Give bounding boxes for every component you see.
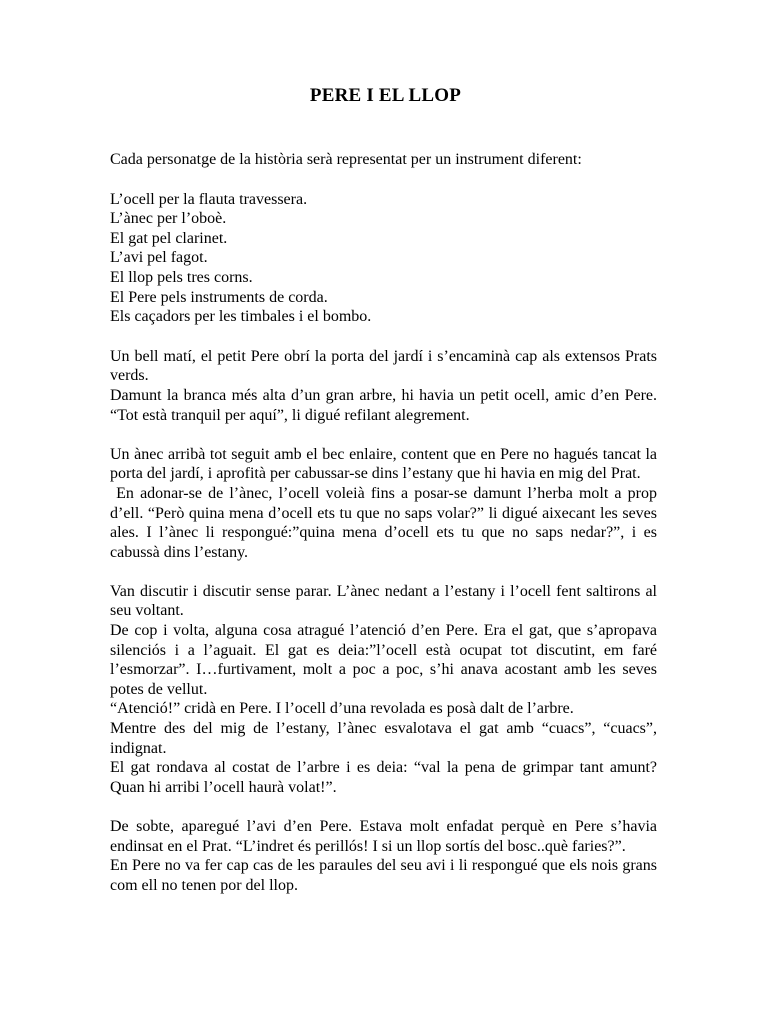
intro-text: Cada personatge de la història serà representat per un instrument diferent: (110, 151, 582, 168)
list-item: L’ànec per l’oboè. (110, 210, 227, 228)
paragraph: En Pere no va fer cap cas de les paraules del seu avi i li respongué que els nois grans com ell no tenen por del llop. (110, 857, 657, 894)
list-item: Els caçadors per les timbales i el bombo. (110, 308, 372, 326)
paragraph-gap (110, 425, 657, 445)
list-item: El llop pels tres corns. (110, 268, 253, 286)
paragraph: Mentre des del mig de l’estany, l’ànec esvalotava el gat amb “cuacs”, “cuacs”, indignat. (110, 720, 657, 757)
list-item: L’ocell per la flauta travessera. (110, 190, 308, 208)
paragraph: Un bell matí, el petit Pere obrí la porta del jardí i s’encaminà cap als extensos Prats verds. (110, 347, 657, 385)
paragraph: De sobte, aparegué l’avi d’en Pere. Estava molt enfadat perquè en Pere s’havia endinsat en el Prat. “L’indret és perillós! I si un llop sortís del bosc..què faries?”. (110, 818, 657, 855)
list-item: El Pere pels instruments de corda. (110, 288, 328, 306)
paragraph: Un ànec arribà tot seguit amb el bec enlaire, content que en Pere no hagués tancat la porta del jardí, i aprofità per cabussar-se dins l’estany que hi havia en mig del Prat. (110, 445, 657, 483)
paragraph-gap (110, 562, 657, 582)
paragraph: “Atenció!” cridà en Pere. I l’ocell d’una revolada es posà dalt de l’arbre. (110, 700, 574, 718)
document-title: PERE I EL LLOP (309, 85, 462, 106)
paragraph: El gat rondava al costat de l’arbre i es deia: “val la pena de grimpar tant amunt? Quan hi arribi l’ocell haurà volat!”. (110, 759, 657, 796)
paragraph: De cop i volta, alguna cosa atragué l’atenció d’en Pere. Era el gat, que s’apropava silenciós i a l’aguait. El gat es deia:”l’ocell està ocupat tot discutint, em faré l’esmorzar”. I…furtivament, molt a poc a poc, s’hi anava acostant amb les seves potes de vellut. (110, 622, 657, 698)
instrument-list (110, 190, 657, 327)
paragraph: Van discutir i discutir sense parar. L’ànec nedant a l’estany i l’ocell fent saltirons al seu voltant. (110, 582, 657, 620)
list-item: L’avi pel fagot. (110, 249, 208, 267)
paragraph: Damunt la branca més alta d’un gran arbre, hi havia un petit ocell, amic d’en Pere. “Tot està tranquil per aquí”, li digué refilant alegrement. (110, 386, 657, 424)
list-item: El gat pel clarinet. (110, 229, 228, 247)
paragraph: En adonar-se de l’ànec, l’ocell voleià fins a posar-se damunt l’herba molt a prop d’ell. “Però quina mena d’ocell ets tu que no saps volar?” li digué aixecant les seves ales. I l’ànec li respongué:”quina mena d’ocell ets tu que no saps nedar?”, i es cabussà dins l’estany. (110, 484, 662, 561)
document-page (110, 84, 662, 895)
paragraph-gap (110, 797, 657, 817)
